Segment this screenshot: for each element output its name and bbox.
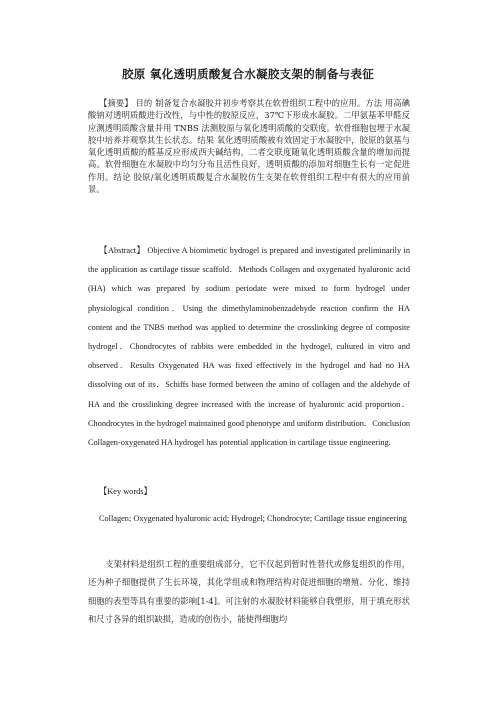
paper-title: 胶原 氧化透明质酸复合水凝胶支架的制备与表征 <box>121 67 375 81</box>
body-paragraph-text: 支架材料是组织工程的重要组成部分，它不仅起到暂时性替代或修复组织的作用，还为种子细胞提供了生长环境，其化学组成和物理结构对促进细胞的增殖、分化、维持细胞的表型等具有重要的影响[1-4]。可注射的水凝胶材料能够自我塑形，用于填充形状和尺寸各异的组织缺损，造成的创伤小，能使得细胞均 <box>88 559 410 625</box>
chinese-abstract-text: 【摘要】 目的 制备复合水凝胶并初步考察其在软骨组织工程中的应用。方法 用高碘酸钠对透明质酸进行改性，与中性的胶原反应，37℃下形成水凝胶。二甲氨基苯甲醛反应测透明质酸含量并用 TNBS 法测胶原与氧化透明质酸的交联度。软骨细胞包埋于水凝胶中培养并观察其生长状态。结果 氧化透明质酸被有效固定于水凝胶中，胶原的氨基与氧化透明质酸的醛基反应形成西夫碱结构，二者交联度随氧化透明质酸含量的增加而提高。软骨细胞在水凝胶中均匀分布且活性良好，透明质酸的添加对细胞生长有一定促进作用。结论 胶原/氧化透明质酸复合水凝胶仿生支架在软骨组织工程中有很大的应用前景。 <box>88 98 410 195</box>
chinese-abstract <box>88 97 410 195</box>
keywords-text: Collagen; Oxygenated hyaluronic acid; Hydrogel; Chondrocyte; Cartilage tissue engineering <box>99 514 407 523</box>
keywords <box>88 513 412 525</box>
keywords-heading: 【Key words】 <box>99 487 152 496</box>
body-paragraph <box>88 555 410 629</box>
english-abstract-text: 【Abstract】 Objective A biomimetic hydrogel is prepared and investigated preliminarily in the application as cartilage tissue scaffold．Methods Collagen and oxygenated hyaluronic acid (HA) which was prepared by sodium periodate were mixed to form hydrogel under physiological condition．Using the dimethylaminobenzadehyde reaction confirm the HA content and the TNBS method was applied to determine the crosslinking degree of composite hydrogel．Chondrocytes of rabbits were embedded in the hydrogel, cultured in vitro and observed．Results Oxygenated HA was fixed effectively in the hydrogel and had no HA dissolving out of its．Schiffs base formed between the amino of collagen and the aldehyde of HA and the crosslinking degree increased with the increase of hyaluronic acid proportion．Chondrocytes in the hydrogel maintained good phenotype and uniform distribution．Conclusion Collagen-oxygenated HA hydrogel has potential application in cartilage tissue engineering. <box>88 246 410 448</box>
english-abstract <box>88 241 410 452</box>
